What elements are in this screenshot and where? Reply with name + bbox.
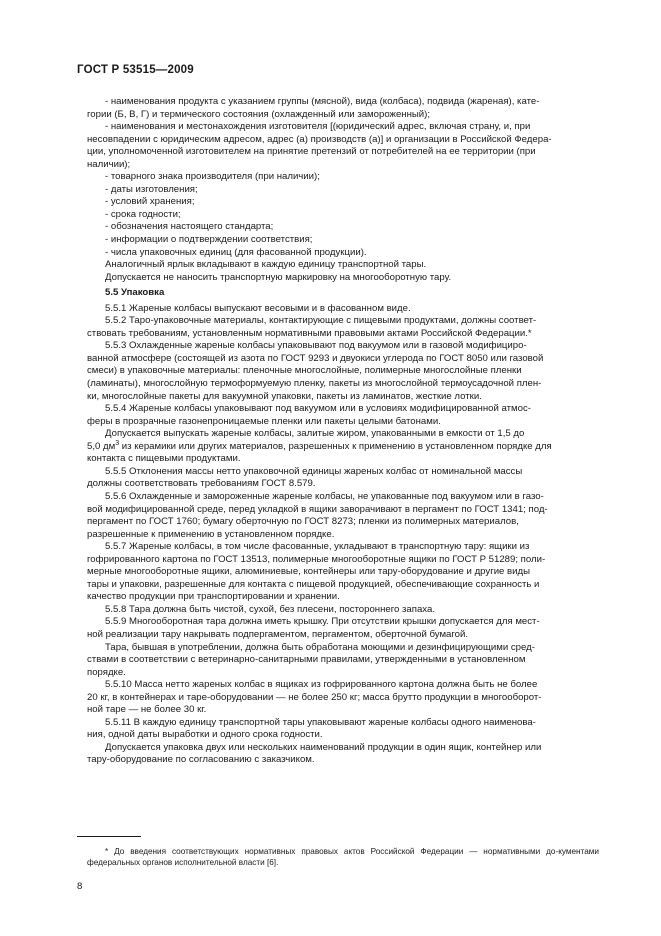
text-line — [87, 629, 599, 642]
text-fragment: - наименования и местонахождения изготовителя [(юридический адрес, включая страну, и, при — [105, 121, 531, 133]
text-fragment: - срока годности; — [105, 208, 181, 220]
text-fragment: Допускается не наносить транспортную маркировку на многооборотную тару. — [105, 271, 452, 283]
document-header: ГОСТ Р 53515—2009 — [77, 64, 194, 76]
text-line — [87, 692, 599, 705]
text-fragment: тару-оборудование по согласованию с заказчиком. — [87, 754, 315, 766]
section-heading — [87, 287, 599, 300]
text-fragment: тары и упаковки, разрешенные для контакта с пищевой продукцией, обеспечивающие сохранность и — [87, 578, 540, 590]
text-line — [87, 491, 599, 504]
text-line — [87, 221, 599, 234]
text-fragment: порядке. — [87, 666, 126, 678]
text-line — [87, 259, 599, 272]
text-line — [87, 365, 599, 378]
text-line — [87, 604, 599, 617]
text-line — [87, 209, 599, 222]
text-fragment: - товарного знака производителя (при наличии); — [105, 171, 320, 183]
text-line — [87, 96, 599, 109]
text-fragment: - наименования продукта с указанием группы (мясной), вида (колбаса), подвида (жареная), кате- — [105, 96, 540, 107]
text-line — [87, 353, 599, 366]
text-line — [87, 566, 599, 579]
text-line — [87, 441, 599, 454]
text-line — [87, 754, 599, 767]
text-fragment: - условий хранения; — [105, 196, 195, 208]
superscript: 3 — [115, 439, 120, 447]
text-fragment: 5.5.1 Жареные колбасы выпускают весовыми и в фасованном виде. — [105, 302, 411, 314]
text-fragment: 5,0 дм — [87, 440, 116, 452]
text-line — [87, 234, 599, 247]
text-fragment: 5.5.3 Охлажденные жареные колбасы упаковывают под вакуумом или в газовой модифициро- — [105, 340, 527, 352]
text-line — [87, 717, 599, 730]
text-fragment: гории (Б, В, Г) и термического состояния (охлажденный или замороженный); — [87, 108, 431, 120]
text-fragment: гофрированного картона по ГОСТ 13513, полимерные многооборотные ящики по ГОСТ Р 51289; поли- — [87, 553, 546, 565]
text-fragment: смеси) в упаковочные материалы: пленочные многослойные, полимерные многослойные пленки — [87, 365, 522, 377]
text-line — [87, 328, 599, 341]
text-line — [87, 667, 599, 680]
text-fragment: мерные многооборотные ящики, алюминиевые, контейнеры или тару-оборудование и другие виды — [87, 566, 531, 578]
text-fragment: 5.5.11 В каждую единицу транспортной тары упаковывают жареные колбасы одного наименова- — [105, 716, 536, 728]
text-fragment: (ламинаты), многослойную термоформуемую пленку, пакеты из многослойной термоусадочной плен- — [87, 378, 542, 390]
text-line — [87, 478, 599, 491]
text-fragment: 5.5.7 Жареные колбасы, в том числе фасованные, укладывают в транспортную тару: ящики из — [105, 541, 530, 553]
text-fragment: ванной атмосфере (состоящей из азота по ГОСТ 9293 и двуокиси углерода по ГОСТ 8050 или газовой — [87, 352, 544, 364]
text-fragment: ции, уполномоченной изготовителем на принятие претензий от потребителей на ее территории (при — [87, 146, 536, 158]
text-line — [87, 654, 599, 667]
text-fragment: вой модифицированной среде, перед укладкой в ящики заворачивают в пергамент по ГОСТ 1341; под- — [87, 503, 548, 515]
footnote-separator — [77, 836, 141, 837]
text-line — [87, 340, 599, 353]
text-line — [87, 121, 599, 134]
text-fragment: 5.5.6 Охлажденные и замороженные жареные колбасы, не упакованные под вакуумом или в газо- — [105, 490, 544, 502]
text-line — [87, 315, 599, 328]
text-fragment: разрешенные к применению в установленном порядке. — [87, 528, 335, 540]
text-fragment: 5.5 Упаковка — [105, 287, 165, 299]
text-fragment: наличии); — [87, 158, 131, 170]
text-line — [87, 109, 599, 122]
text-line — [87, 391, 599, 404]
text-fragment: ной таре — не более 30 кг. — [87, 704, 207, 716]
text-line — [87, 416, 599, 429]
text-fragment: ствовать требованиям, установленным нормативными правовыми актами Российской Федерации.* — [87, 327, 532, 339]
text-fragment: Допускается упаковка двух или нескольких наименований продукции в один ящик, контейнер или — [105, 741, 542, 753]
text-fragment: из керамики или других материалов, разрешенных к применению в установленном порядке для — [119, 440, 552, 452]
text-line — [87, 616, 599, 629]
text-line — [87, 159, 599, 172]
text-fragment: 5.5.8 Тара должна быть чистой, сухой, без плесени, постороннего запаха. — [105, 603, 435, 615]
text-fragment: Допускается выпускать жареные колбасы, залитые жиром, упакованными в емкости от 1,5 до — [105, 428, 525, 440]
page-number: 8 — [77, 881, 83, 892]
text-line — [87, 679, 599, 692]
text-fragment: - даты изготовления; — [105, 183, 198, 195]
text-line — [87, 184, 599, 197]
text-line — [87, 403, 599, 416]
text-line — [87, 146, 599, 159]
text-fragment: 5.5.5 Отклонения массы нетто упаковочной единицы жареных колбас от номинальной массы — [105, 465, 523, 477]
text-line — [87, 742, 599, 755]
text-line — [87, 642, 599, 655]
text-line — [87, 729, 599, 742]
footnote: * До введения соответствующих нормативных правовых актов Российской Федерации — нормативными до-кументами федеральных органов исполнительной власти [6]. — [87, 847, 599, 867]
text-fragment: Тара, бывшая в употреблении, должна быть обработана моющими и дезинфицирующими сред- — [105, 641, 535, 653]
text-line — [87, 579, 599, 592]
text-fragment: ствами в соответствии с ветеринарно-санитарными правилами, утвержденными в установленном — [87, 654, 526, 666]
text-fragment: должны соответствовать требованиям ГОСТ 8.579. — [87, 478, 316, 490]
text-line — [87, 303, 599, 316]
text-line — [87, 378, 599, 391]
text-fragment: - обозначения настоящего стандарта; — [105, 221, 274, 233]
text-line — [87, 516, 599, 529]
text-fragment: феры в прозрачные газонепроницаемые пленки или пакеты целыми батонами. — [87, 415, 441, 427]
text-line — [87, 171, 599, 184]
text-line — [87, 428, 599, 441]
text-fragment: 5.5.10 Масса нетто жареных колбас в ящиках из гофрированного картона должна быть не более — [105, 679, 538, 691]
text-line — [87, 591, 599, 604]
text-line — [87, 704, 599, 717]
text-line — [87, 541, 599, 554]
text-line — [87, 466, 599, 479]
text-line — [87, 529, 599, 542]
text-fragment: - информации о подтверждении соответствия; — [105, 234, 313, 246]
text-fragment: 5.5.2 Таро-упаковочные материалы, контактирующие с пищевыми продуктами, должны соответ- — [105, 315, 537, 327]
text-line — [87, 196, 599, 209]
text-fragment: пергамент по ГОСТ 1760; бумагу оберточную по ГОСТ 8273; пленки из полимерных материалов, — [87, 516, 519, 528]
text-fragment: 5.5.9 Многооборотная тара должна иметь крышку. При отсутствии крышки допускается для мест- — [105, 616, 540, 628]
text-fragment: ной реализации тару накрывать подпергаментом, пергаментом, оберточной бумагой. — [87, 628, 469, 640]
text-fragment: несовпадении с юридическим адресом, адрес (а) производств (а)] и организации в Российской Федера- — [87, 133, 552, 145]
body-text — [87, 96, 599, 767]
text-line — [87, 453, 599, 466]
text-line — [87, 134, 599, 147]
text-fragment: ния, одной даты выработки и одного срока годности. — [87, 729, 323, 741]
text-line — [87, 554, 599, 567]
text-fragment: контакта с пищевыми продуктами. — [87, 453, 241, 465]
text-fragment: ки, многослойные пакеты для вакуумной упаковки, пакеты из ламинатов, жесткие лотки. — [87, 390, 482, 402]
text-fragment: 5.5.4 Жареные колбасы упаковывают под вакуумом или в условиях модифицированной атмос- — [105, 403, 531, 415]
text-fragment: 20 кг, в контейнерах и таре-оборудовании — не более 250 кг; масса брутто продукции в многооборот- — [87, 691, 542, 703]
text-line — [87, 272, 599, 285]
text-fragment: Аналогичный ярлык вкладывают в каждую единицу транспортной тары. — [105, 259, 427, 271]
text-line — [87, 247, 599, 260]
text-fragment: качество продукции при транспортировании и хранении. — [87, 591, 340, 603]
text-fragment: - числа упаковочных единиц (для фасованной продукции). — [105, 246, 367, 258]
text-line — [87, 504, 599, 517]
